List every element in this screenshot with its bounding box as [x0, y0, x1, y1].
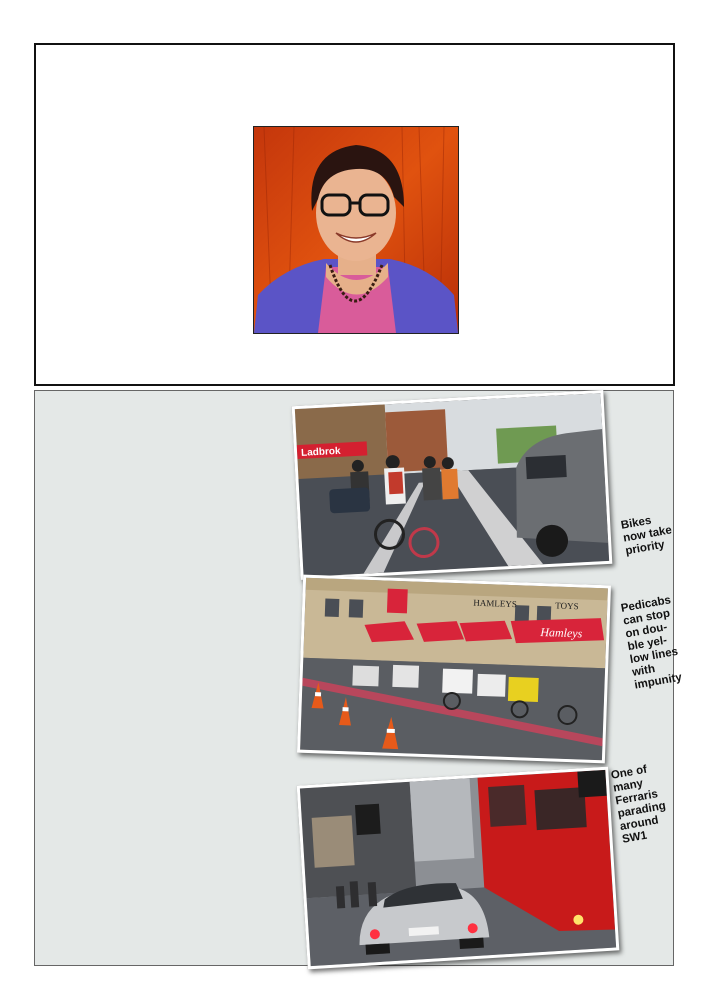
- photo-caption-ferraris: One of many Ferraris parading around SW1: [610, 763, 667, 846]
- portrait-panel: [34, 43, 675, 386]
- person-portrait-icon: [253, 126, 459, 334]
- hamleys-pedicabs-photo: [297, 575, 611, 764]
- toys-fascia: TOYS: [555, 600, 579, 612]
- hamleys-awning: Hamleys: [540, 624, 583, 641]
- ferrari-bus-photo: [297, 767, 620, 970]
- photo-caption-bikes: Bikes now take priority: [620, 514, 673, 558]
- street-cyclists-photo: [292, 390, 613, 580]
- hamleys-fascia: HAMLEYS: [473, 597, 517, 610]
- photo-caption-pedicabs: Pedicabs can stop on dou- ble yel- low lines with impunity: [620, 594, 683, 692]
- ladbrokes-sign: Ladbrok: [300, 445, 341, 459]
